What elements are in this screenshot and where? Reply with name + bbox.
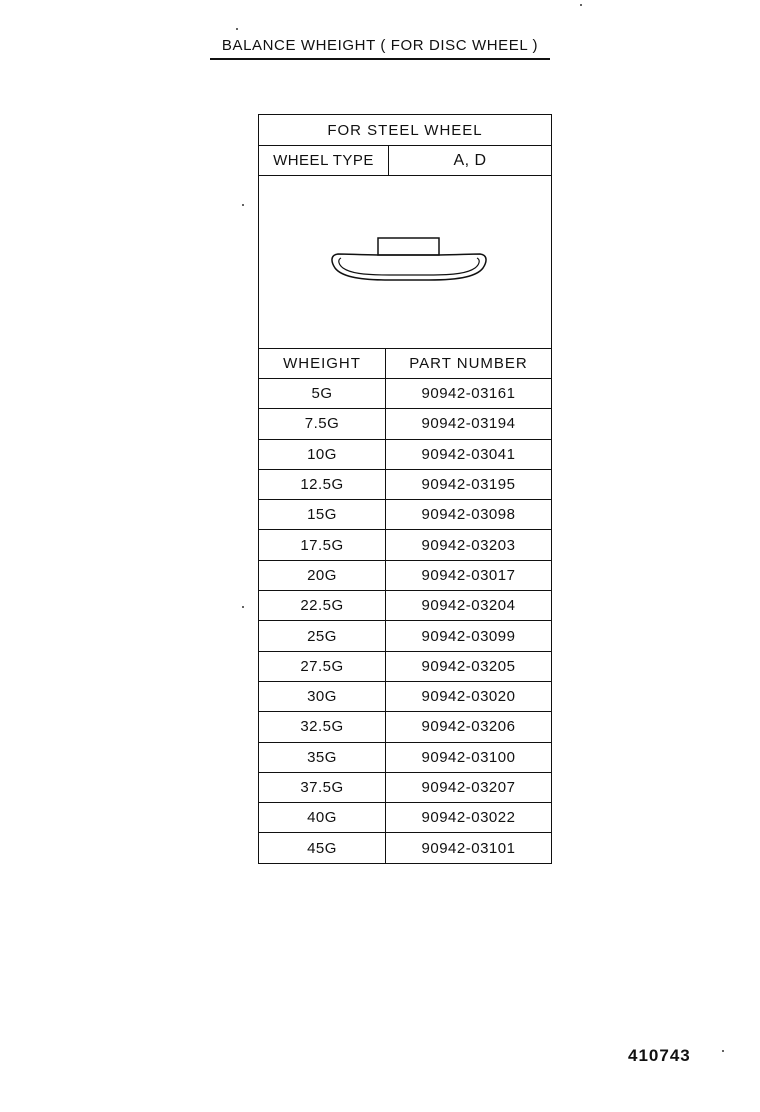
weight-cell: 27.5G bbox=[259, 652, 386, 681]
wheel-type-row bbox=[259, 146, 551, 176]
weight-cell: 30G bbox=[259, 682, 386, 711]
table-header: FOR STEEL WHEEL bbox=[327, 121, 483, 139]
part-number-cell: 90942-03017 bbox=[421, 566, 516, 584]
part-number-cell: 90942-03204 bbox=[421, 597, 516, 615]
weight-cell: 32.5G bbox=[259, 712, 386, 741]
column-header-row bbox=[259, 349, 551, 379]
table-row bbox=[259, 833, 551, 863]
table-row bbox=[259, 773, 551, 803]
weight-cell: 35G bbox=[259, 743, 386, 772]
weight-cell: 12.5G bbox=[259, 470, 386, 499]
weight-cell: 40G bbox=[259, 803, 386, 832]
table-row bbox=[259, 652, 551, 682]
weight-cell: 45G bbox=[259, 833, 386, 862]
scan-speck bbox=[722, 1050, 724, 1052]
scan-speck bbox=[236, 28, 238, 30]
weight-cell: 25G bbox=[259, 621, 386, 650]
document-title: BALANCE WHEIGHT ( FOR DISC WHEEL ) bbox=[210, 36, 550, 60]
table-row bbox=[259, 591, 551, 621]
balance-weight-clip-icon bbox=[259, 176, 549, 348]
part-number-cell: 90942-03205 bbox=[421, 657, 516, 675]
weight-cell: 20G bbox=[259, 561, 386, 590]
part-number-cell: 90942-03194 bbox=[421, 415, 516, 433]
part-number-cell: 90942-03098 bbox=[421, 506, 516, 524]
table-row bbox=[259, 530, 551, 560]
scan-speck bbox=[580, 4, 582, 6]
wheel-type-label: WHEEL TYPE bbox=[259, 146, 389, 175]
table-row bbox=[259, 712, 551, 742]
table-header-row bbox=[259, 115, 551, 146]
scan-speck bbox=[242, 204, 244, 206]
weight-cell: 10G bbox=[259, 440, 386, 469]
weight-cell: 17.5G bbox=[259, 530, 386, 559]
scan-speck bbox=[242, 606, 244, 608]
table-row bbox=[259, 803, 551, 833]
table-row bbox=[259, 682, 551, 712]
table-row bbox=[259, 621, 551, 651]
wheel-type-value: A, D bbox=[453, 151, 487, 169]
reference-number: 410743 bbox=[628, 1046, 691, 1065]
weight-cell: 5G bbox=[259, 379, 386, 408]
part-number-cell: 90942-03099 bbox=[421, 627, 516, 645]
weight-column-header: WHEIGHT bbox=[259, 349, 386, 378]
part-number-cell: 90942-03100 bbox=[421, 748, 516, 766]
table-row bbox=[259, 379, 551, 409]
part-number-cell: 90942-03022 bbox=[421, 809, 516, 827]
part-number-cell: 90942-03161 bbox=[421, 385, 516, 403]
part-number-cell: 90942-03206 bbox=[421, 718, 516, 736]
part-number-cell: 90942-03041 bbox=[421, 445, 516, 463]
weight-cell: 37.5G bbox=[259, 773, 386, 802]
table-row bbox=[259, 500, 551, 530]
weight-cell: 15G bbox=[259, 500, 386, 529]
weight-cell: 7.5G bbox=[259, 409, 386, 438]
balance-weight-table bbox=[258, 114, 552, 864]
part-number-cell: 90942-03101 bbox=[421, 839, 516, 857]
part-number-cell: 90942-03195 bbox=[421, 476, 516, 494]
part-number-cell: 90942-03020 bbox=[421, 688, 516, 706]
table-row bbox=[259, 561, 551, 591]
table-row bbox=[259, 409, 551, 439]
part-number-column-header: PART NUMBER bbox=[409, 355, 528, 372]
table-row bbox=[259, 440, 551, 470]
part-number-cell: 90942-03207 bbox=[421, 779, 516, 796]
table-row bbox=[259, 743, 551, 773]
part-number-cell: 90942-03203 bbox=[421, 536, 516, 554]
table-row bbox=[259, 470, 551, 500]
illustration-row bbox=[259, 176, 551, 349]
weight-cell: 22.5G bbox=[259, 591, 386, 620]
